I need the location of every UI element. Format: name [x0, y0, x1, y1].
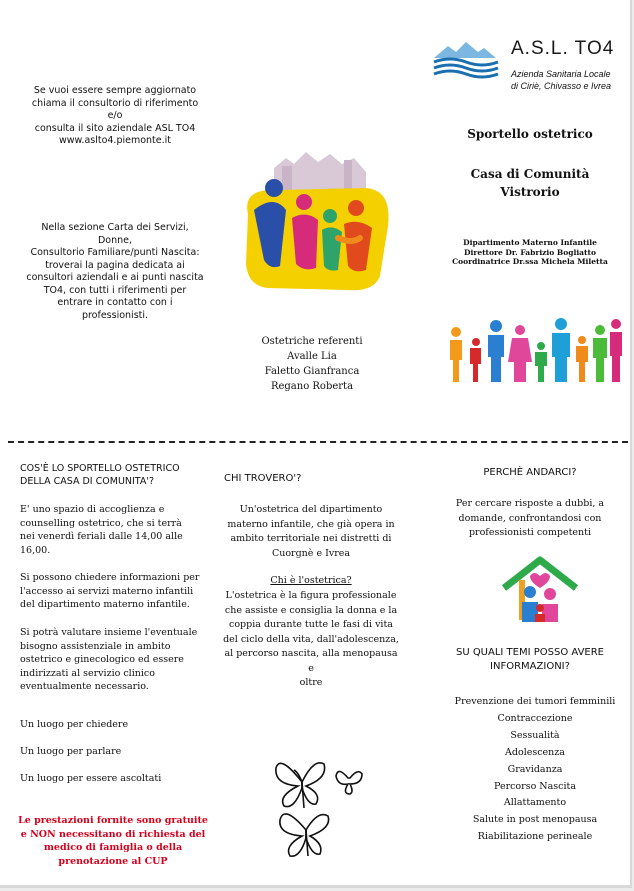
place-line: Un luogo per essere ascoltati	[20, 773, 162, 784]
place-line: Un luogo per chiedere	[20, 719, 129, 730]
family-house-icon	[500, 556, 580, 626]
topic-item: Percorso Nascita	[493, 780, 577, 792]
topic-item: Allattamento	[503, 797, 567, 809]
fold-line	[8, 441, 628, 443]
topic-item: Gravidanza	[507, 763, 563, 775]
midwives-block	[232, 334, 392, 394]
topics-heading: SU QUALI TEMI POSSO AVERE INFORMAZIONI?	[455, 647, 605, 672]
who-paragraph-2: L'ostetrica è la figura professionale che assiste e consiglia la donna e la coppia durante tutte le fasi di vita del ciclo della vita, dall'adolescenza, al percorso nascita, alla menopausa e oltre	[223, 590, 399, 688]
why-paragraph: Per cercare risposte a dubbi, a domande, confrontandosi con professionisti competenti	[455, 498, 605, 538]
logo-subtitle: Azienda Sanitaria Locale di Ciriè, Chivasso e Ivrea	[511, 69, 612, 91]
topics-list	[440, 694, 630, 846]
midwife-question: Chi è l'ostetrica?	[270, 575, 352, 586]
midwives-title: Ostetriche referenti	[261, 336, 363, 347]
topic-item: Riabilitazione perineale	[477, 831, 593, 843]
why-heading: PERCHÈ ANDARCI?	[483, 467, 577, 478]
topic-item: Prevenzione dei tumori femminili	[454, 696, 616, 707]
midwife-name: Avalle Lia	[287, 351, 337, 362]
cover-subtitle: Casa di Comunità Vistrorio	[470, 167, 590, 199]
place-line: Un luogo per parlare	[20, 746, 122, 757]
topic-item: Adolescenza	[505, 746, 565, 758]
free-services-note: Le prestazioni fornite sono gratuite e NON necessitano di richiesta del medico di famiglia o della prenotazione al CUP	[18, 815, 208, 867]
cover-title: Sportello ostetrico	[467, 127, 593, 141]
department-info: Dipartimento Materno Infantile Direttore Dr. Fabrizio Bogliatto Coordinatrice Dr.ssa Michela Miletta	[452, 238, 608, 266]
midwife-name: Faletto Gianfranca	[264, 366, 360, 377]
logo-name: A.S.L. TO4	[511, 38, 615, 59]
who-paragraph-1: Un'ostetrica del dipartimento materno infantile, che già opera in ambito territoriale nei distretti di Cuorgnè e Ivrea	[227, 504, 395, 559]
what-paragraph-2: Si possono chiedere informazioni per l'accesso ai servizi materno infantili del dipartimento materno infantile.	[20, 572, 200, 610]
asl-mountain-logo-icon	[432, 40, 500, 80]
website-link[interactable]: www.aslto4.piemonte.it	[58, 135, 172, 146]
topic-item: Contraccezione	[497, 712, 573, 724]
what-paragraph-3: Si potrà valutare insieme l'eventuale bisogno assistenziale in ambito ostetrico e ginecologico ed essere indirizzati al servizio clinico eventualmente necessario.	[20, 627, 198, 692]
what-heading: COS'È LO SPORTELLO OSTETRICO DELLA CASA DI COMUNITA'?	[20, 463, 180, 487]
charter-info: Nella sezione Carta dei Servizi, Donne, Consultorio Familiare/punti Nascita: troverai la pagina dedicata ai consultori aziendali e ai punti nascita TO4, con tutti i riferimenti per entrare in contatto con i professionisti.	[26, 222, 204, 321]
contact-info: Se vuoi essere sempre aggiornato chiama il consultorio di riferimento e/o consulta il sito aziendale ASL TO4 www.aslto4.piemonte.it	[20, 85, 210, 148]
people-row-illustration	[448, 316, 624, 384]
what-paragraph-1: E' uno spazio di accoglienza e counselling ostetrico, che si terrà nei venerdì feriali dalle 14,00 alle 16,00.	[20, 504, 183, 556]
family-logo-illustration	[234, 148, 394, 296]
who-heading: CHI TROVERO'?	[224, 473, 302, 484]
butterflies-illustration	[272, 748, 368, 868]
topic-item: Sessualità	[510, 729, 560, 741]
topic-item: Salute in post menopausa	[472, 814, 598, 826]
midwife-name: Regano Roberta	[270, 381, 354, 392]
